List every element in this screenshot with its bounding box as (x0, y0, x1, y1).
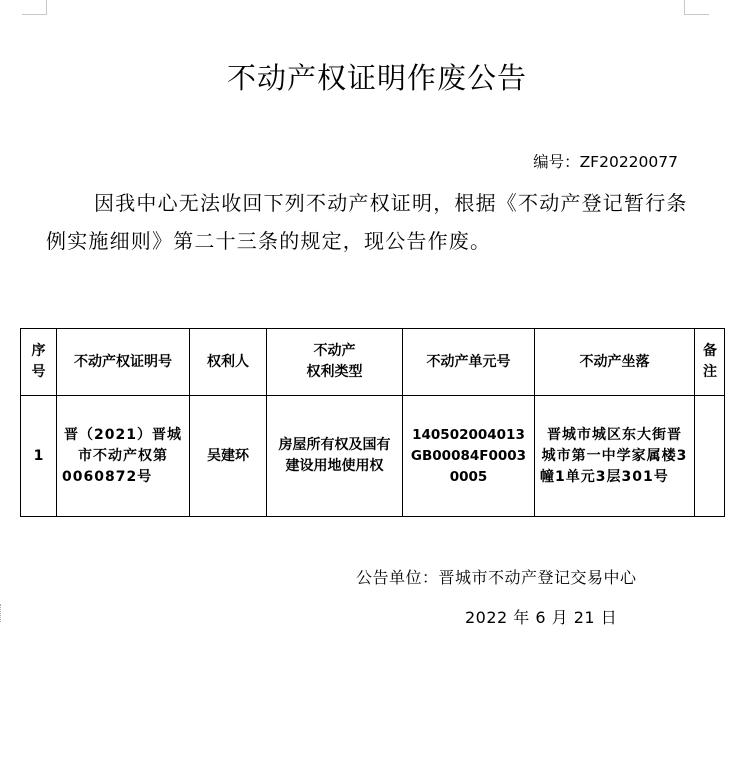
header-unit-no: 不动产单元号 (403, 329, 535, 396)
certificate-table (20, 328, 725, 517)
table-row (21, 396, 725, 517)
table-header-row (21, 329, 725, 396)
cell-remark (695, 396, 725, 517)
header-location: 不动产坐落 (535, 329, 695, 396)
issue-date: 2022 年 6 月 21 日 (465, 608, 618, 627)
page-corner-mark-top-left (22, 0, 47, 15)
cell-holder: 吴建环 (190, 396, 267, 517)
margin-mark (0, 604, 7, 622)
cell-unit-no: 140502004013GB00084F00030005 (403, 396, 535, 517)
page-title: 不动产权证明作废公告 (226, 61, 527, 95)
document-number: 编号：ZF20220077 (533, 153, 678, 171)
page-corner-mark-top-right (684, 0, 709, 15)
header-cert-no: 不动产权证明号 (57, 329, 190, 396)
header-holder: 权利人 (190, 329, 267, 396)
header-remark: 备注 (695, 329, 725, 396)
announcement-body: 因我中心无法收回下列不动产权证明，根据《不动产登记暂行条例实施细则》第二十三条的规定，现公告作废。 (46, 191, 688, 253)
cell-cert-no: 晋（2021）晋城市不动产权第0060872号 (57, 396, 190, 517)
header-right-type: 不动产 权利类型 (267, 329, 403, 396)
cell-right-type: 房屋所有权及国有建设用地使用权 (267, 396, 403, 517)
cell-location: 晋城市城区东大街晋城市第一中学家属楼3幢1单元3层301号 (535, 396, 695, 517)
header-seq: 序号 (21, 329, 57, 396)
cell-seq: 1 (21, 396, 57, 517)
issuing-unit: 公告单位：晋城市不动产登记交易中心 (356, 568, 637, 587)
